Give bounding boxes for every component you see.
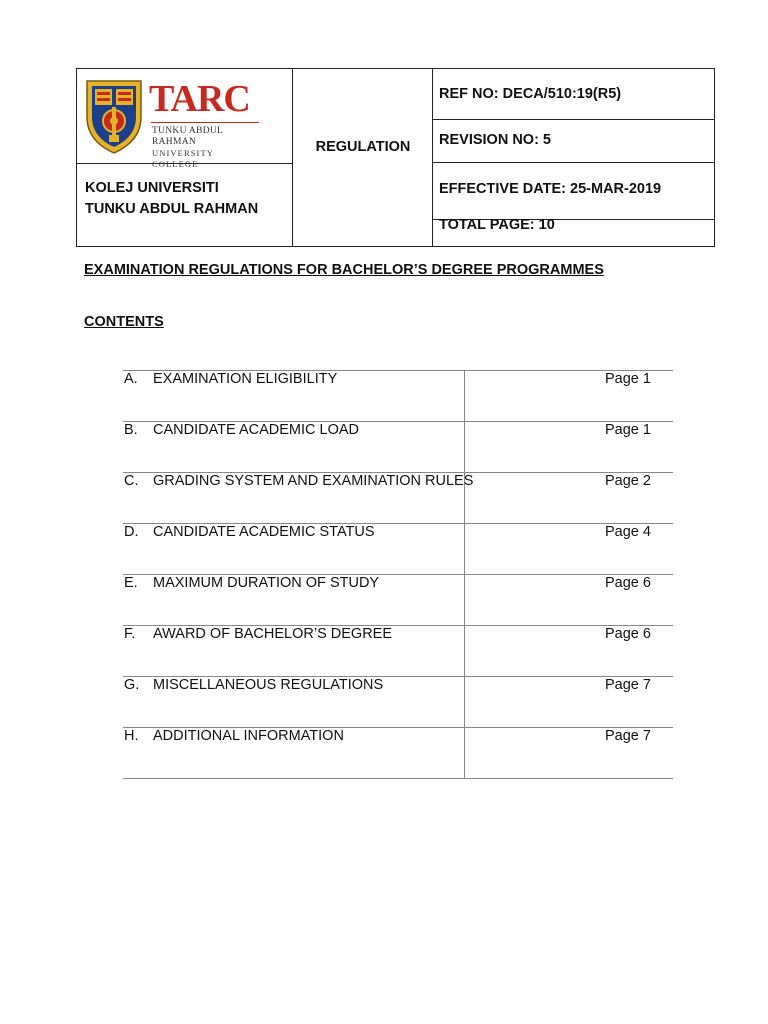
- contents-row[interactable]: [123, 370, 673, 421]
- contents-row[interactable]: [123, 523, 673, 574]
- document-title: EXAMINATION REGULATIONS FOR BACHELOR’S DEGREE PROGRAMMES: [84, 262, 604, 278]
- contents-page: Page 4: [605, 524, 651, 540]
- contents-page: Page 6: [605, 575, 651, 591]
- institution-logo: [83, 77, 261, 169]
- contents-letter: A.: [124, 371, 138, 387]
- contents-title: CANDIDATE ACADEMIC LOAD: [153, 422, 359, 438]
- contents-heading: CONTENTS: [84, 314, 164, 330]
- logo-wordmark: [149, 77, 261, 170]
- contents-title: CANDIDATE ACADEMIC STATUS: [153, 524, 375, 540]
- contents-row[interactable]: [123, 727, 673, 779]
- contents-page: Page 7: [605, 677, 651, 693]
- total-page: TOTAL PAGE: 10: [439, 217, 555, 233]
- contents-title: GRADING SYSTEM AND EXAMINATION RULES: [153, 473, 474, 489]
- contents-letter: E.: [124, 575, 138, 591]
- document-type: REGULATION: [315, 139, 411, 155]
- logo-rule: [151, 122, 259, 123]
- institution-name: [85, 178, 258, 220]
- header-divider: [432, 119, 715, 120]
- logo-line-1: TUNKU ABDUL RAHMAN: [152, 126, 223, 147]
- contents-letter: F.: [124, 626, 136, 642]
- contents-page: Page 7: [605, 728, 651, 744]
- logo-line-2: UNIVERSITY COLLEGE: [152, 148, 214, 169]
- contents-page: Page 1: [605, 371, 651, 387]
- contents-page: Page 6: [605, 626, 651, 642]
- ref-no: REF NO: DECA/510:19(R5): [439, 86, 622, 102]
- header-divider: [292, 69, 293, 246]
- contents-page: Page 1: [605, 422, 651, 438]
- contents-row[interactable]: [123, 625, 673, 676]
- institution-name-line-1: KOLEJ UNIVERSITI: [85, 180, 219, 196]
- contents-table: [123, 370, 673, 779]
- contents-letter: G.: [124, 677, 140, 693]
- contents-letter: H.: [124, 728, 139, 744]
- contents-page: Page 2: [605, 473, 651, 489]
- contents-title: ADDITIONAL INFORMATION: [153, 728, 344, 744]
- contents-title: EXAMINATION ELIGIBILITY: [153, 371, 338, 387]
- contents-title: MAXIMUM DURATION OF STUDY: [153, 575, 380, 591]
- header-divider: [432, 162, 715, 163]
- contents-row[interactable]: [123, 574, 673, 625]
- contents-row[interactable]: [123, 472, 673, 523]
- contents-row[interactable]: [123, 676, 673, 727]
- institution-name-line-2: TUNKU ABDUL RAHMAN: [85, 201, 259, 217]
- contents-letter: C.: [124, 473, 139, 489]
- effective-date: EFFECTIVE DATE: 25-MAR-2019: [439, 181, 662, 197]
- revision-no: REVISION NO: 5: [439, 132, 551, 148]
- contents-letter: D.: [124, 524, 139, 540]
- logo-brand-text: TARC: [149, 78, 250, 120]
- contents-title: AWARD OF BACHELOR’S DEGREE: [153, 626, 393, 642]
- document-header-table: [76, 68, 715, 247]
- contents-row[interactable]: [123, 421, 673, 472]
- contents-title: MISCELLANEOUS REGULATIONS: [153, 677, 384, 693]
- crest-icon: [83, 77, 145, 155]
- contents-letter: B.: [124, 422, 138, 438]
